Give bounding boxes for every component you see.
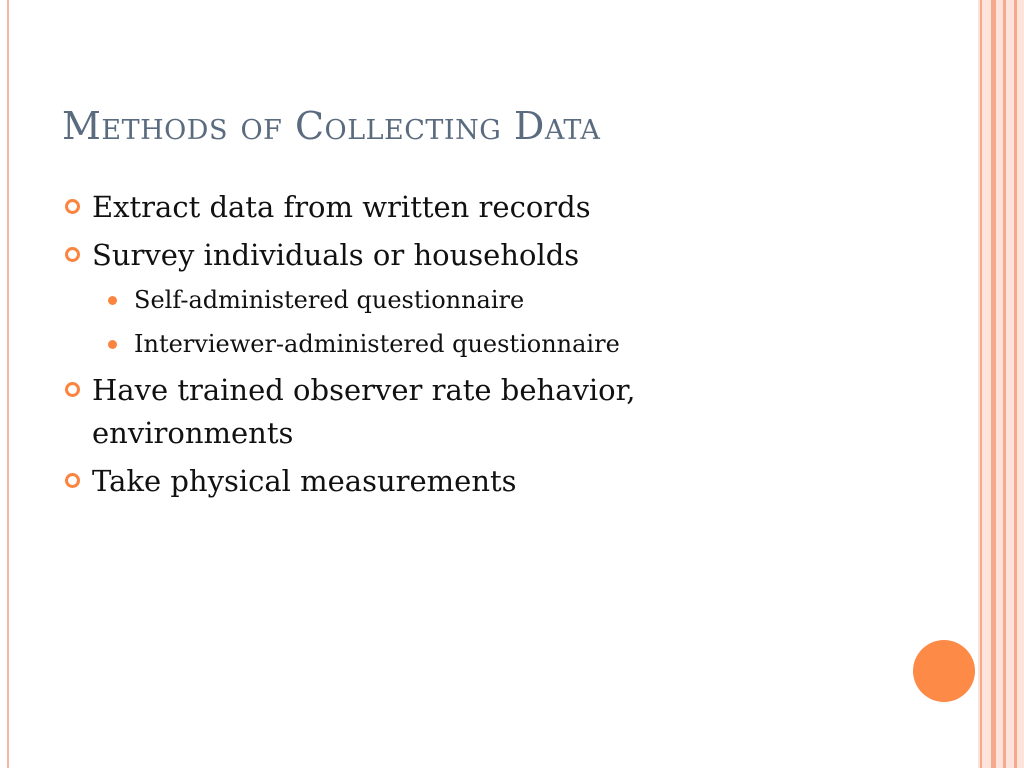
bullet-item (62, 369, 762, 455)
decorative-stripe (1003, 0, 1006, 768)
decorative-stripe (991, 0, 996, 768)
sub-bullet-list (62, 281, 762, 363)
sub-bullet-text: Self-administered questionnaire (134, 286, 525, 314)
ring-bullet-icon (65, 382, 80, 397)
dot-bullet-icon (108, 340, 117, 349)
right-decorative-band (978, 0, 1024, 768)
ring-bullet-icon (65, 473, 80, 488)
bullet-item (62, 186, 762, 229)
bullet-item (62, 460, 762, 503)
sub-bullet-item (62, 325, 762, 363)
bullet-text: Have trained observer rate behavior, environments (92, 373, 636, 450)
decorative-circle (913, 640, 975, 702)
dot-bullet-icon (108, 296, 117, 305)
bullet-text: Take physical measurements (92, 464, 517, 498)
bullet-text: Extract data from written records (92, 190, 591, 224)
sub-bullet-item (62, 281, 762, 319)
ring-bullet-icon (65, 199, 80, 214)
ring-bullet-icon (65, 247, 80, 262)
decorative-stripe (980, 0, 982, 768)
slide-title: Methods of Collecting Data (62, 104, 601, 148)
bullet-list (62, 186, 762, 508)
sub-bullet-text: Interviewer-administered questionnaire (134, 330, 620, 358)
bullet-item (62, 234, 762, 277)
bullet-text: Survey individuals or households (92, 238, 580, 272)
left-border-line (7, 0, 9, 768)
decorative-stripe (1014, 0, 1017, 768)
